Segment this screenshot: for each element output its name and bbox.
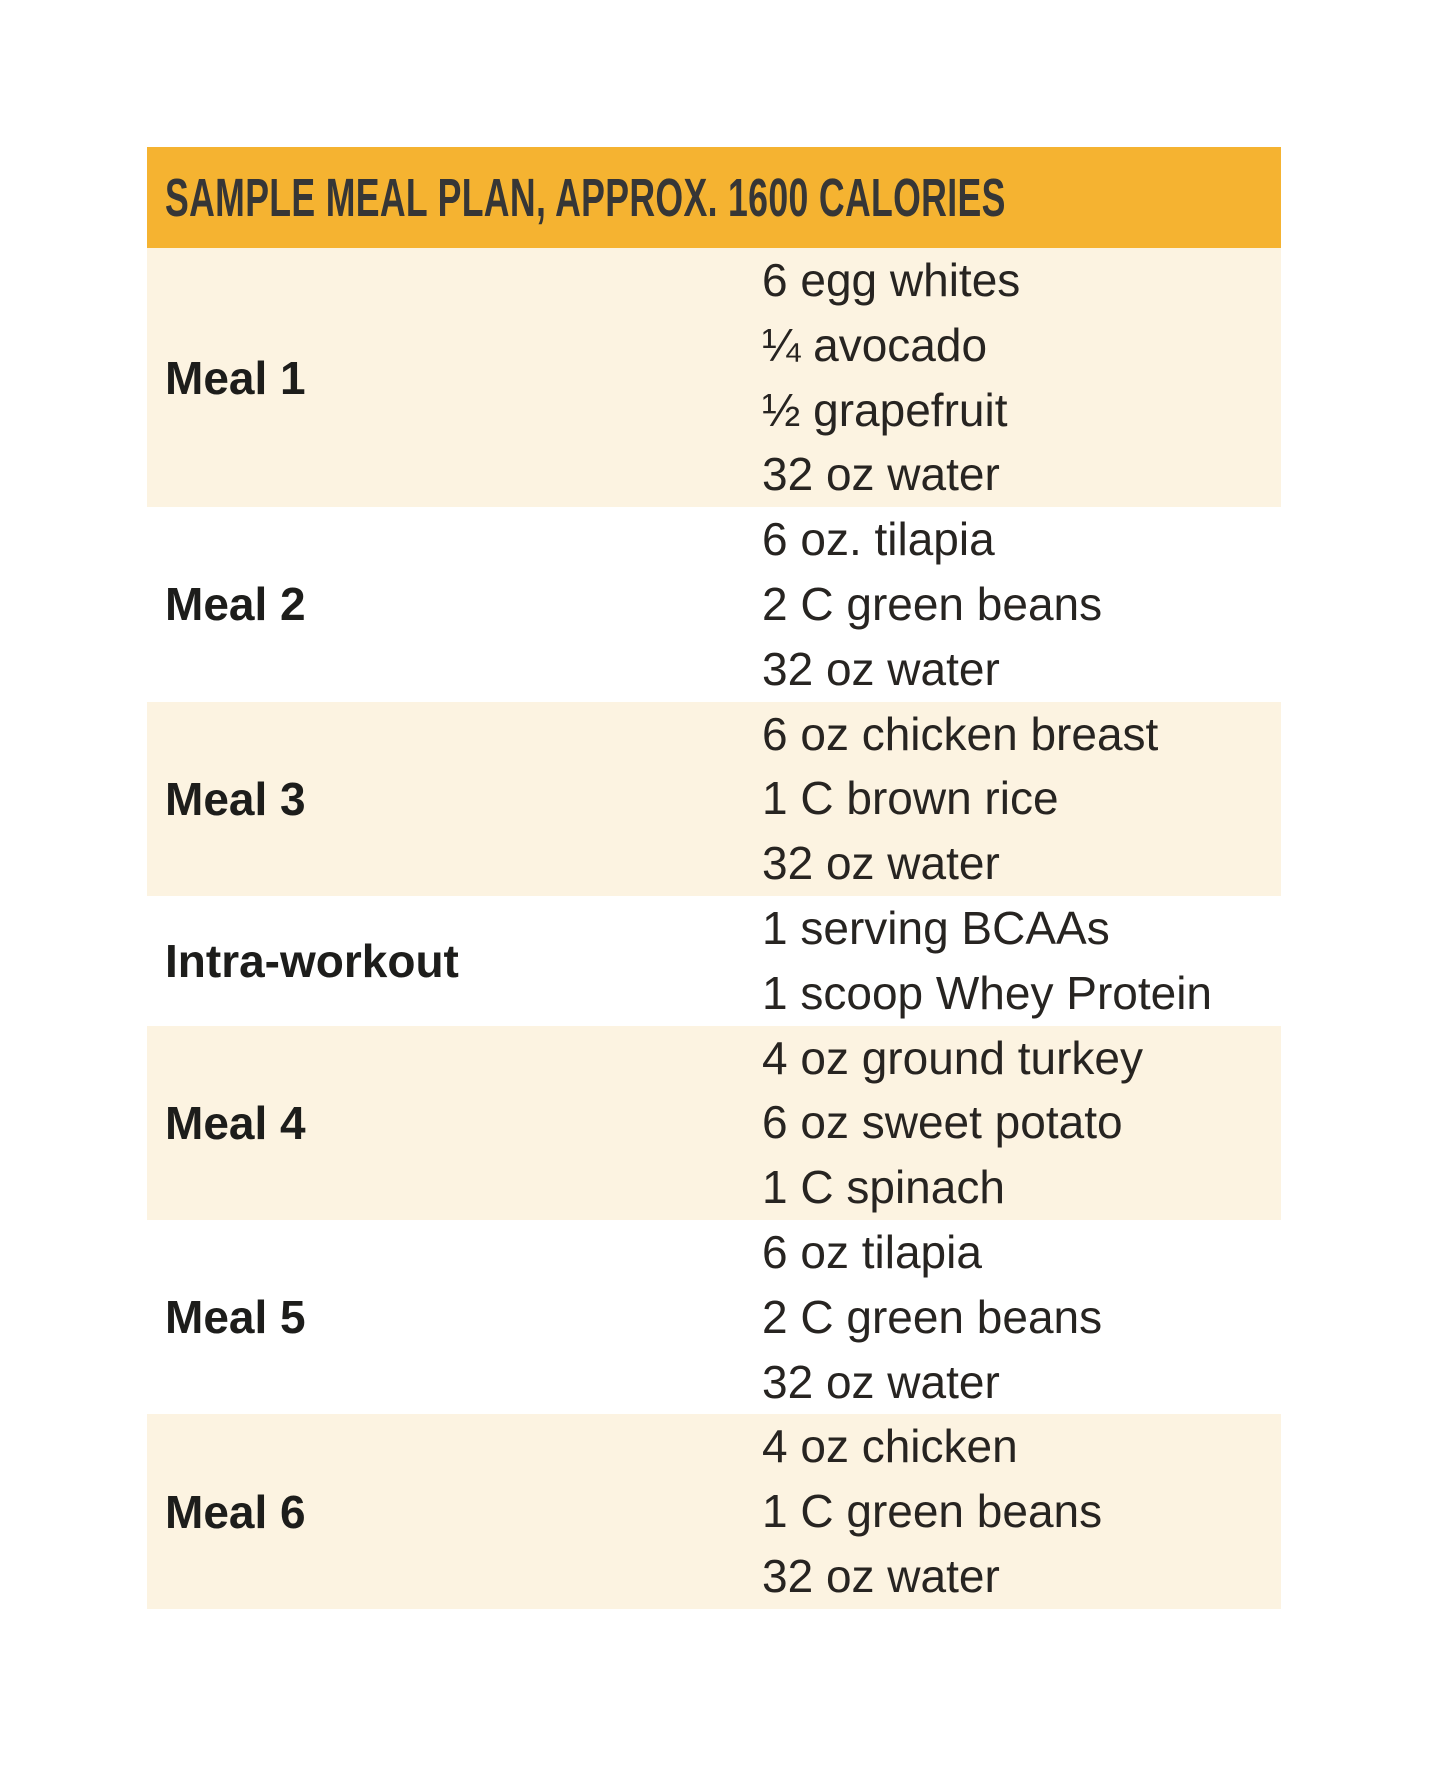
meal-item: 2 C green beans [762, 1290, 1103, 1343]
meal-label: Meal 6 [165, 1485, 306, 1538]
meal-item: 6 oz sweet potato [762, 1096, 1123, 1149]
table-rows [147, 248, 1281, 1609]
meal-item: 1 C green beans [762, 1485, 1103, 1538]
meal-item: ¼ avocado [762, 318, 988, 371]
meal-item: 32 oz water [762, 1355, 1000, 1408]
meal-plan-table [147, 147, 1281, 1609]
meal-item: 32 oz water [762, 837, 1000, 890]
meal-items-cell [762, 702, 1281, 896]
meal-items-cell [762, 1026, 1281, 1220]
meal-label: Intra-workout [165, 934, 459, 987]
meal-label-cell [147, 507, 762, 701]
meal-row [147, 702, 1281, 896]
meal-label-cell [147, 1026, 762, 1220]
meal-label-cell [147, 702, 762, 896]
meal-items-cell [762, 1414, 1281, 1608]
meal-item: ½ grapefruit [762, 383, 1008, 436]
meal-item: 1 C brown rice [762, 772, 1059, 825]
meal-item: 32 oz water [762, 448, 1000, 501]
table-header [147, 147, 1281, 248]
meal-item: 6 oz chicken breast [762, 707, 1159, 760]
meal-item: 4 oz chicken [762, 1420, 1018, 1473]
meal-items-cell [762, 248, 1281, 507]
meal-items-cell [762, 1220, 1281, 1414]
meal-items-cell [762, 507, 1281, 701]
meal-row [147, 507, 1281, 701]
meal-item: 1 scoop Whey Protein [762, 966, 1213, 1019]
meal-label-cell [147, 896, 762, 1026]
meal-label-cell [147, 1220, 762, 1414]
meal-label-cell [147, 248, 762, 507]
meal-label: Meal 3 [165, 772, 306, 825]
meal-items-cell [762, 896, 1281, 1026]
meal-item: 1 serving BCAAs [762, 901, 1110, 954]
meal-item: 4 oz ground turkey [762, 1031, 1144, 1084]
meal-label: Meal 4 [165, 1096, 306, 1149]
meal-row [147, 1026, 1281, 1220]
meal-row [147, 248, 1281, 507]
table-title: SAMPLE MEAL PLAN, APPROX. 1600 CALORIES [165, 167, 1006, 228]
meal-label: Meal 5 [165, 1291, 306, 1344]
meal-label: Meal 1 [165, 351, 306, 404]
meal-item: 6 oz tilapia [762, 1225, 982, 1278]
meal-item: 32 oz water [762, 642, 1000, 695]
meal-row [147, 1220, 1281, 1414]
meal-item: 32 oz water [762, 1549, 1000, 1602]
meal-item: 1 C spinach [762, 1161, 1005, 1214]
meal-row [147, 1414, 1281, 1608]
meal-item: 6 egg whites [762, 254, 1021, 306]
meal-label-cell [147, 1414, 762, 1608]
meal-row [147, 896, 1281, 1026]
meal-item: 2 C green beans [762, 577, 1103, 630]
meal-label: Meal 2 [165, 578, 306, 631]
meal-item: 6 oz. tilapia [762, 513, 995, 566]
